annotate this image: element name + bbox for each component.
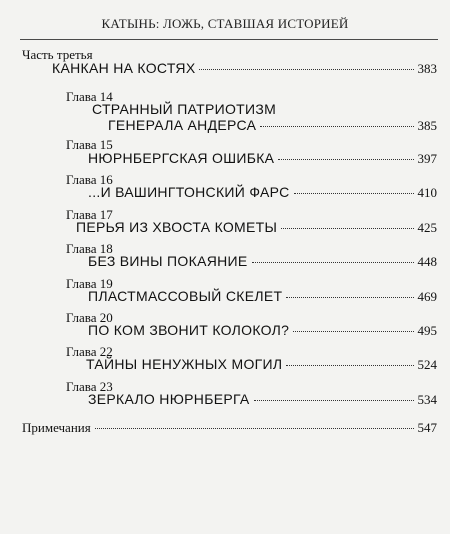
chapter-label: Глава 17 — [66, 207, 113, 222]
chapter-label: Глава 15 — [66, 137, 113, 152]
dot-leader — [254, 400, 414, 401]
chapter-label: Глава 20 — [66, 310, 113, 325]
toc-entry-chapter-14[interactable] — [108, 117, 437, 134]
toc-entry-chapter-16[interactable] — [88, 184, 437, 201]
notes-label: Примечания — [22, 420, 91, 435]
chapter-title: ПО КОМ ЗВОНИТ КОЛОКОЛ? — [88, 322, 290, 338]
dot-leader — [286, 365, 413, 366]
chapter-label: Глава 16 — [66, 172, 113, 187]
page-number: 410 — [417, 185, 437, 200]
chapter-title: ТАЙНЫ НЕНУЖНЫХ МОГИЛ — [86, 356, 283, 372]
chapter-title-line2: ГЕНЕРАЛА АНДЕРСА — [108, 117, 257, 133]
dot-leader — [278, 159, 413, 160]
page-number: 448 — [417, 254, 437, 269]
chapter-title: БЕЗ ВИНЫ ПОКАЯНИЕ — [88, 253, 248, 269]
toc-entry-chapter-18[interactable] — [88, 253, 437, 270]
page-number: 547 — [417, 420, 437, 435]
page-number: 534 — [417, 392, 437, 407]
dot-leader — [286, 297, 413, 298]
page-number: 469 — [417, 289, 437, 304]
toc-entry-chapter-15[interactable] — [88, 150, 437, 167]
toc-entry-chapter-22[interactable] — [86, 356, 437, 373]
chapter-label: Глава 14 — [66, 89, 113, 104]
dot-leader — [293, 331, 413, 332]
toc-entry-part[interactable] — [52, 60, 437, 77]
chapter-label: Глава 18 — [66, 241, 113, 256]
toc-entry-chapter-19[interactable] — [88, 288, 437, 305]
dot-leader — [294, 193, 414, 194]
chapter-label: Глава 19 — [66, 276, 113, 291]
part-label: Часть третья — [22, 47, 93, 62]
page-number: 495 — [417, 323, 437, 338]
chapter-title-line1: СТРАННЫЙ ПАТРИОТИЗМ — [92, 101, 277, 117]
part-title: КАНКАН НА КОСТЯХ — [52, 60, 196, 76]
page-number: 383 — [417, 61, 437, 76]
chapter-title: ПЕРЬЯ ИЗ ХВОСТА КОМЕТЫ — [76, 219, 278, 235]
chapter-title: НЮРНБЕРГСКАЯ ОШИБКА — [88, 150, 275, 166]
page-number: 397 — [417, 151, 437, 166]
chapter-label: Глава 22 — [66, 344, 113, 359]
chapter-label: Глава 23 — [66, 379, 113, 394]
page-number: 425 — [417, 220, 437, 235]
toc-entry-chapter-23[interactable] — [88, 391, 437, 408]
toc-entry-notes[interactable] — [22, 420, 437, 436]
dot-leader — [281, 228, 413, 229]
page-number: 524 — [417, 357, 437, 372]
toc-entry-chapter-20[interactable] — [88, 322, 437, 339]
chapter-title: ПЛАСТМАССОВЫЙ СКЕЛЕТ — [88, 288, 283, 304]
dot-leader — [95, 428, 414, 429]
dot-leader — [252, 262, 414, 263]
dot-leader — [199, 69, 413, 70]
chapter-title: ...И ВАШИНГТОНСКИЙ ФАРС — [88, 184, 290, 200]
toc-entry-chapter-17[interactable] — [76, 219, 437, 236]
header-rule — [20, 39, 438, 40]
chapter-title: ЗЕРКАЛО НЮРНБЕРГА — [88, 391, 250, 407]
page-number: 385 — [417, 118, 437, 133]
dot-leader — [260, 126, 413, 127]
running-head: КАТЫНЬ: ЛОЖЬ, СТАВШАЯ ИСТОРИЕЙ — [101, 16, 349, 31]
